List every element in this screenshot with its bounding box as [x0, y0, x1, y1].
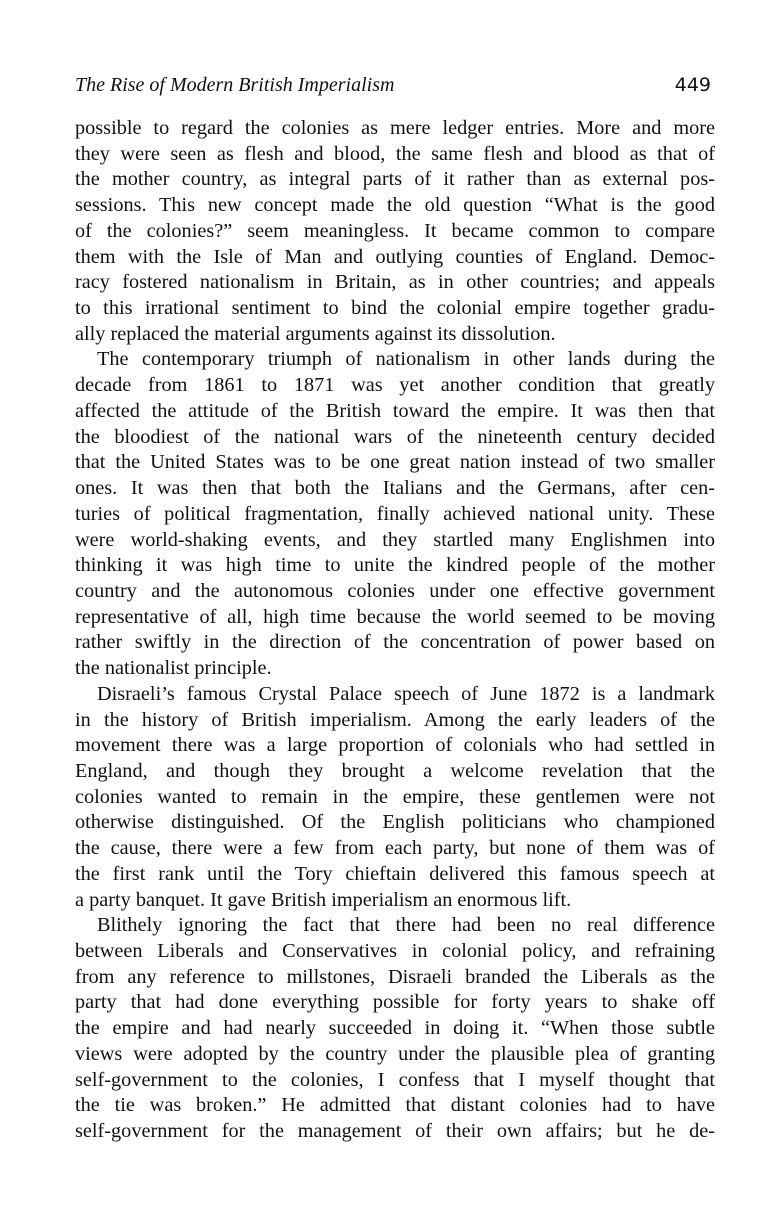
text-line: colonies wanted to remain in the empire, these gentlemen were not	[75, 785, 715, 808]
text-line: Blithely ignoring the fact that there had been no real difference	[97, 914, 715, 937]
text-line: ally replaced the material arguments against its dissolution.	[75, 322, 556, 345]
text-line: to this irrational sentiment to bind the colonial empire together gradu-	[75, 297, 715, 320]
text-line: party that had done everything possible for forty years to shake off	[75, 991, 715, 1014]
text-line: between Liberals and Conservatives in colonial policy, and refraining	[75, 940, 715, 962]
text-line: Disraeli’s famous Crystal Palace speech of June 1872 is a landmark	[97, 682, 715, 705]
text-line: rather swiftly in the direction of the concentration of power based on	[75, 631, 715, 654]
text-line: self-government to the colonies, I confess that I myself thought that	[75, 1068, 715, 1091]
text-line: the empire and had nearly succeeded in doing it. “When those subtle	[75, 1017, 715, 1040]
text-line: the mother country, as integral parts of it rather than as external pos-	[75, 168, 715, 191]
text-line: thinking it was high time to unite the kindred people of the mother	[75, 554, 715, 577]
paragraph	[75, 347, 715, 681]
text-line: they were seen as flesh and blood, the same flesh and blood as that of	[75, 142, 715, 165]
text-line: possible to regard the colonies as mere ledger entries. More and more	[75, 117, 715, 139]
text-line: were world-shaking events, and they startled many Englishmen into	[75, 528, 715, 551]
text-line: the first rank until the Tory chieftain delivered this famous speech at	[75, 862, 715, 885]
text-line: of the colonies?” seem meaningless. It became common to compare	[75, 219, 715, 242]
text-line: them with the Isle of Man and outlying counties of England. Democ-	[75, 245, 715, 268]
text-line: representative of all, high time because the world seemed to be moving	[75, 605, 715, 628]
text-line: country and the autonomous colonies under one effective government	[75, 579, 715, 602]
text-line: a party banquet. It gave British imperialism an enormous lift.	[75, 888, 572, 911]
text-line: racy fostered nationalism in Britain, as in other countries; and appeals	[75, 271, 715, 294]
text-line: self-government for the management of their own affairs; but he de-	[75, 1120, 715, 1143]
paragraph	[75, 682, 715, 913]
text-line: movement there was a large proportion of colonials who had settled in	[75, 734, 715, 757]
text-line: the tie was broken.” He admitted that distant colonies had to have	[75, 1094, 715, 1117]
body-text	[75, 116, 715, 1145]
text-line: the nationalist principle.	[75, 657, 272, 680]
text-line: views were adopted by the country under the plausible plea of granting	[75, 1042, 715, 1065]
text-line: decade from 1861 to 1871 was yet another condition that greatly	[75, 374, 715, 397]
text-line: turies of political fragmentation, finally achieved national unity. These	[75, 502, 715, 525]
running-title: The Rise of Modern British Imperialism	[75, 74, 395, 96]
text-line: in the history of British imperialism. Among the early leaders of the	[75, 708, 715, 731]
paragraph	[75, 116, 715, 347]
text-line: The contemporary triumph of nationalism in other lands during the	[97, 348, 715, 371]
text-line: otherwise distinguished. Of the English politicians who championed	[75, 811, 715, 834]
paragraph	[75, 913, 715, 1144]
text-line: that the United States was to be one great nation instead of two smaller	[75, 451, 715, 474]
running-head	[75, 72, 715, 98]
text-line: sessions. This new concept made the old question “What is the good	[75, 194, 715, 217]
text-line: the cause, there were a few from each party, but none of them was of	[75, 837, 715, 860]
text-line: ones. It was then that both the Italians and the Germans, after cen-	[75, 477, 715, 500]
text-line: from any reference to millstones, Disraeli branded the Liberals as the	[75, 965, 715, 988]
text-line: England, and though they brought a welcome revelation that the	[75, 759, 715, 782]
text-line: affected the attitude of the British toward the empire. It was then that	[75, 399, 715, 422]
text-line: the bloodiest of the national wars of the nineteenth century decided	[75, 425, 715, 448]
page-number: 449	[674, 74, 711, 96]
